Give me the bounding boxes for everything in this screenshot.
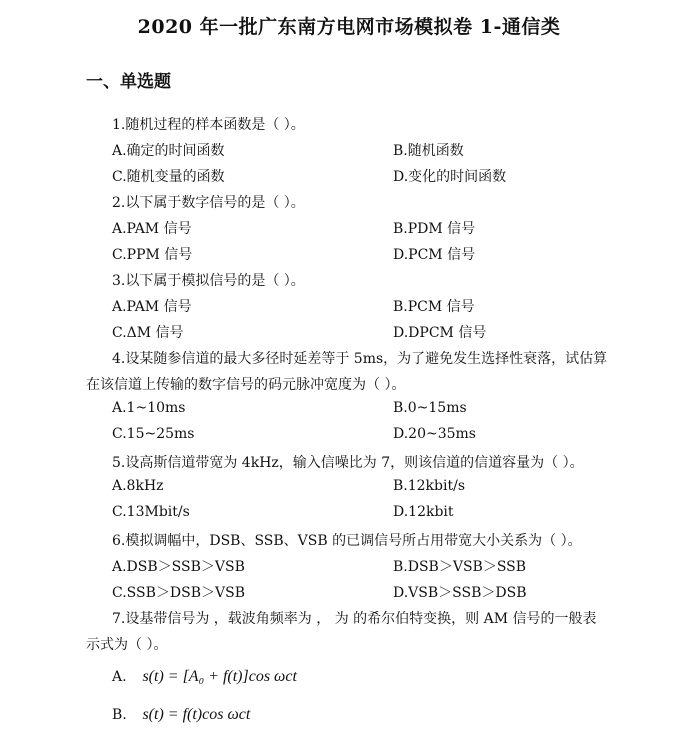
question-7-stem: 7.设基带信号为 ，载波角频率为 ， 为 的希尔伯特变换，则 AM 信号的一般表: [112, 611, 597, 627]
question-2-option-a: A.PAM 信号: [112, 221, 192, 237]
question-2-option-d: D.PCM 信号: [393, 247, 476, 263]
question-4-option-d: D.20~35ms: [393, 426, 476, 442]
question-1-option-a: A.确定的时间函数: [112, 143, 225, 159]
question-2-stem: 2.以下属于数字信号的是（ ）。: [112, 195, 305, 211]
question-5-option-c: C.13Mbit/s: [112, 504, 190, 520]
question-7-option-b: [112, 706, 250, 724]
question-6-option-a: A.DSB＞SSB＞VSB: [112, 559, 245, 575]
question-5-option-b: B.12kbit/s: [393, 478, 466, 494]
question-3-option-a: A.PAM 信号: [112, 299, 192, 315]
question-4-stem: 4.设某随参信道的最大多径时延差等于 5ms，为了避免发生选择性衰落，试估算: [112, 351, 608, 367]
question-4-stem-continued: 在该信道上传输的数字信号的码元脉冲宽度为（ ）。: [86, 377, 406, 393]
question-3-stem: 3.以下属于模拟信号的是（ ）。: [112, 273, 305, 289]
question-6-option-c: C.SSB＞DSB＞VSB: [112, 585, 245, 601]
question-3-option-c: C.ΔM 信号: [112, 325, 184, 341]
question-5-stem: 5.设高斯信道带宽为 4kHz，输入信噪比为 7，则该信道的信道容量为（ ）。: [112, 455, 584, 471]
document-title: 2020 年一批广东南方电网市场模拟卷 1-通信类: [137, 16, 561, 38]
question-1-stem: 1.随机过程的样本函数是（ ）。: [112, 117, 305, 133]
option-label: A.: [112, 669, 127, 685]
question-4-option-c: C.15~25ms: [112, 426, 195, 442]
question-5-option-a: A.8kHz: [112, 478, 164, 494]
question-1-option-c: C.随机变量的函数: [112, 169, 225, 185]
question-6-option-b: B.DSB＞VSB＞SSB: [393, 559, 527, 575]
option-label: B.: [112, 707, 127, 723]
question-4-option-a: A.1~10ms: [112, 400, 186, 416]
question-7-stem-continued: 示式为（ ）。: [86, 637, 168, 653]
question-1-option-b: B.随机函数: [393, 143, 464, 159]
question-6-option-d: D.VSB＞SSB＞DSB: [393, 585, 527, 601]
am-formula-a: s(t) = [A₀ + f(t)]cos ωct: [142, 668, 297, 685]
question-7-option-a: [112, 668, 297, 686]
question-6-stem: 6.模拟调幅中，DSB、SSB、VSB 的已调信号所占用带宽大小关系为（ ）。: [112, 533, 582, 549]
question-4-option-b: B.0~15ms: [393, 400, 467, 416]
question-3-option-b: B.PCM 信号: [393, 299, 475, 315]
question-5-option-d: D.12kbit: [393, 504, 454, 520]
question-2-option-b: B.PDM 信号: [393, 221, 476, 237]
question-2-option-c: C.PPM 信号: [112, 247, 193, 263]
am-formula-b: s(t) = f(t)cos ωct: [142, 706, 251, 723]
question-1-option-d: D.变化的时间函数: [393, 169, 507, 185]
question-3-option-d: D.DPCM 信号: [393, 325, 487, 341]
section-heading: 一、单选题: [86, 72, 171, 92]
